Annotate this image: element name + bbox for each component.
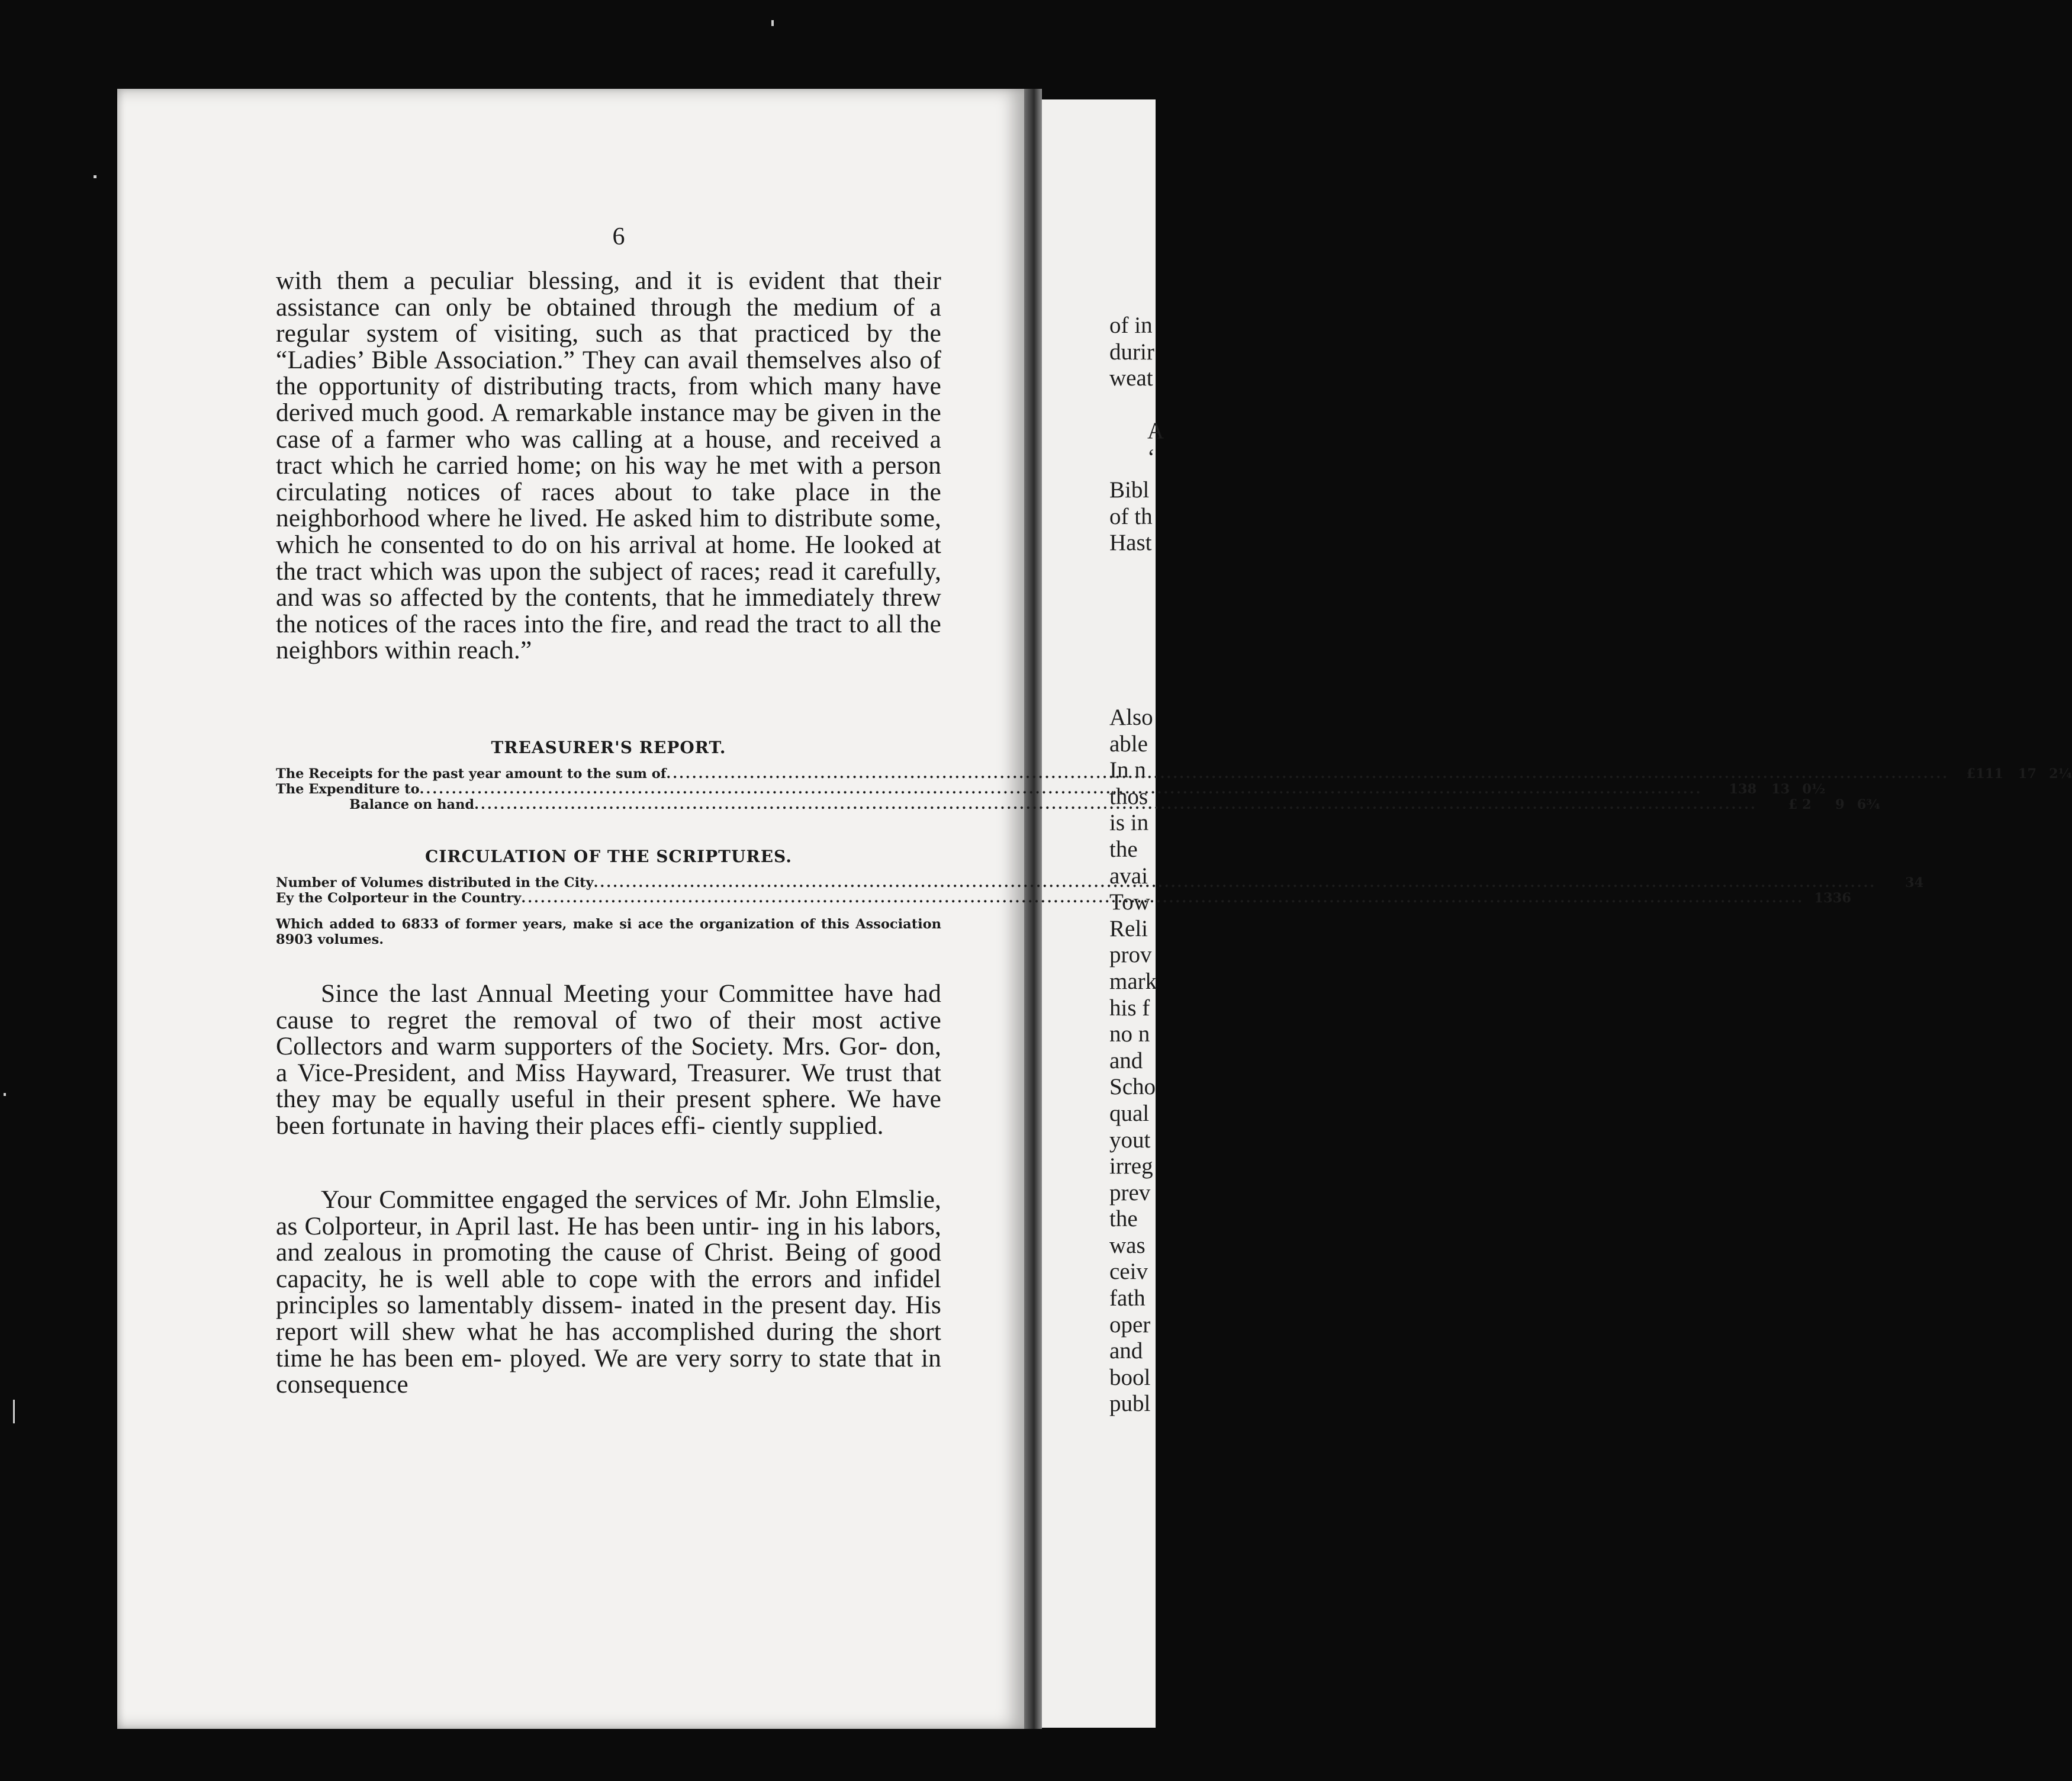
volume-count: 34: [1904, 875, 1924, 890]
book-gutter: [1024, 89, 1042, 1729]
ledger-label: The Expenditure to: [276, 782, 420, 797]
circulation-heading: CIRCULATION OF THE SCRIPTURES.: [424, 847, 793, 866]
dust-speck: [94, 175, 96, 178]
ledger-row: [276, 797, 1880, 812]
paragraph-text: Your Committee engaged the services of Mr. John Elmslie, as Colporteur, in April last. He has been untir- ing in his labors, and zealous in promoting the cause of Christ. Being of good capacity, he is well able to cope with the errors and infidel principles so lamentably dissem- inated in the present day. His report will shew what he has accomplished during the short time he has been em- ployed. We are very sorry to state that in consequence: [276, 1185, 942, 1399]
ledger-row: [276, 782, 1826, 797]
ledger-label: The Receipts for the past year amount to the sum of: [276, 766, 667, 782]
leader-dots: [420, 782, 1703, 797]
right-page-fragment-top: of in durir weat: [1109, 313, 1154, 391]
colporteur-paragraph: [276, 1187, 941, 1398]
pounds-value: 138: [1729, 782, 1757, 797]
shillings-value: 13: [1771, 782, 1790, 797]
right-page-fragment-heading: A ‘: [1147, 418, 1164, 470]
committee-paragraph: [276, 980, 941, 1139]
ledger-row: [276, 875, 1924, 890]
pence-value: 0½: [1802, 782, 1826, 797]
pounds-value: £ 2: [1788, 797, 1812, 812]
right-page-fragment-bottom: Also able In n thos is in the avai Tow Reli prov mark his f no n and Scho qual yout irreg prev the was ceiv fath oper and bool publ: [1109, 705, 1157, 1417]
paragraph-text: Since the last Annual Meeting your Committee have had cause to regret the removal of two of their most active Collectors and warm supporters of the Society. Mrs. Gor- don, a Vice-President, and Miss Hayward, Treasurer. We trust that they may be equally useful in their present sphere. We have been fortunate in having their places effi- ciently supplied.: [276, 979, 941, 1140]
right-page-fragment-middle: Bibl of th Hast: [1109, 477, 1153, 556]
ledger-label: Balance on hand: [349, 797, 475, 812]
pence-value: 6¾: [1857, 797, 1880, 812]
treasurer-report-table: [276, 766, 2072, 812]
dust-speck: [771, 20, 774, 26]
ledger-row: [276, 766, 2072, 782]
paragraph-continuation: [276, 268, 941, 664]
pounds-value: £111: [1966, 766, 2004, 782]
paragraph-text: with them a peculiar blessing, and it is evident that their assistance can only be obtained through the medium of a regular system of visiting, such as that practiced by the “Ladies’ Bible Association.” They can avail themselves also of the opportunity of distributing tracts, from which many have derived much good. A remarkable instance may be given in the case of a farmer who was calling at a house, and received a tract which he carried home; on his way he met with a person circulating notices of races about to take place in the neighborhood where he lived. He asked him to distribute some, which he consented to do on his arrival at home. He looked at the tract which was upon the subject of races; read it carefully, and was so affected by the contents, that he immediately threw the notices of the races into the fire, and read the tract to all the neighbors within reach.”: [276, 266, 942, 665]
leader-dots: [666, 766, 1949, 782]
dust-speck: [13, 1400, 15, 1423]
pence-value: 2¼: [2048, 766, 2072, 782]
page-number: 6: [612, 223, 625, 250]
dust-speck: [4, 1093, 6, 1096]
shillings-value: 9: [1835, 797, 1845, 812]
ledger-row: [276, 890, 1852, 906]
ledger-label: Ey the Colporteur in the Country: [276, 890, 522, 906]
leader-dots: [594, 875, 1877, 890]
volume-count: 1336: [1814, 890, 1852, 906]
circulation-table: [276, 875, 1924, 906]
shillings-value: 17: [2018, 766, 2037, 782]
treasurer-report-heading: TREASURER'S REPORT.: [491, 738, 726, 757]
ledger-label: Number of Volumes distributed in the City: [276, 875, 594, 890]
leader-dots: [521, 890, 1804, 906]
circulation-note: Which added to 6833 of former years, make si ace the organization of this Association 8903 volumes.: [276, 917, 941, 947]
